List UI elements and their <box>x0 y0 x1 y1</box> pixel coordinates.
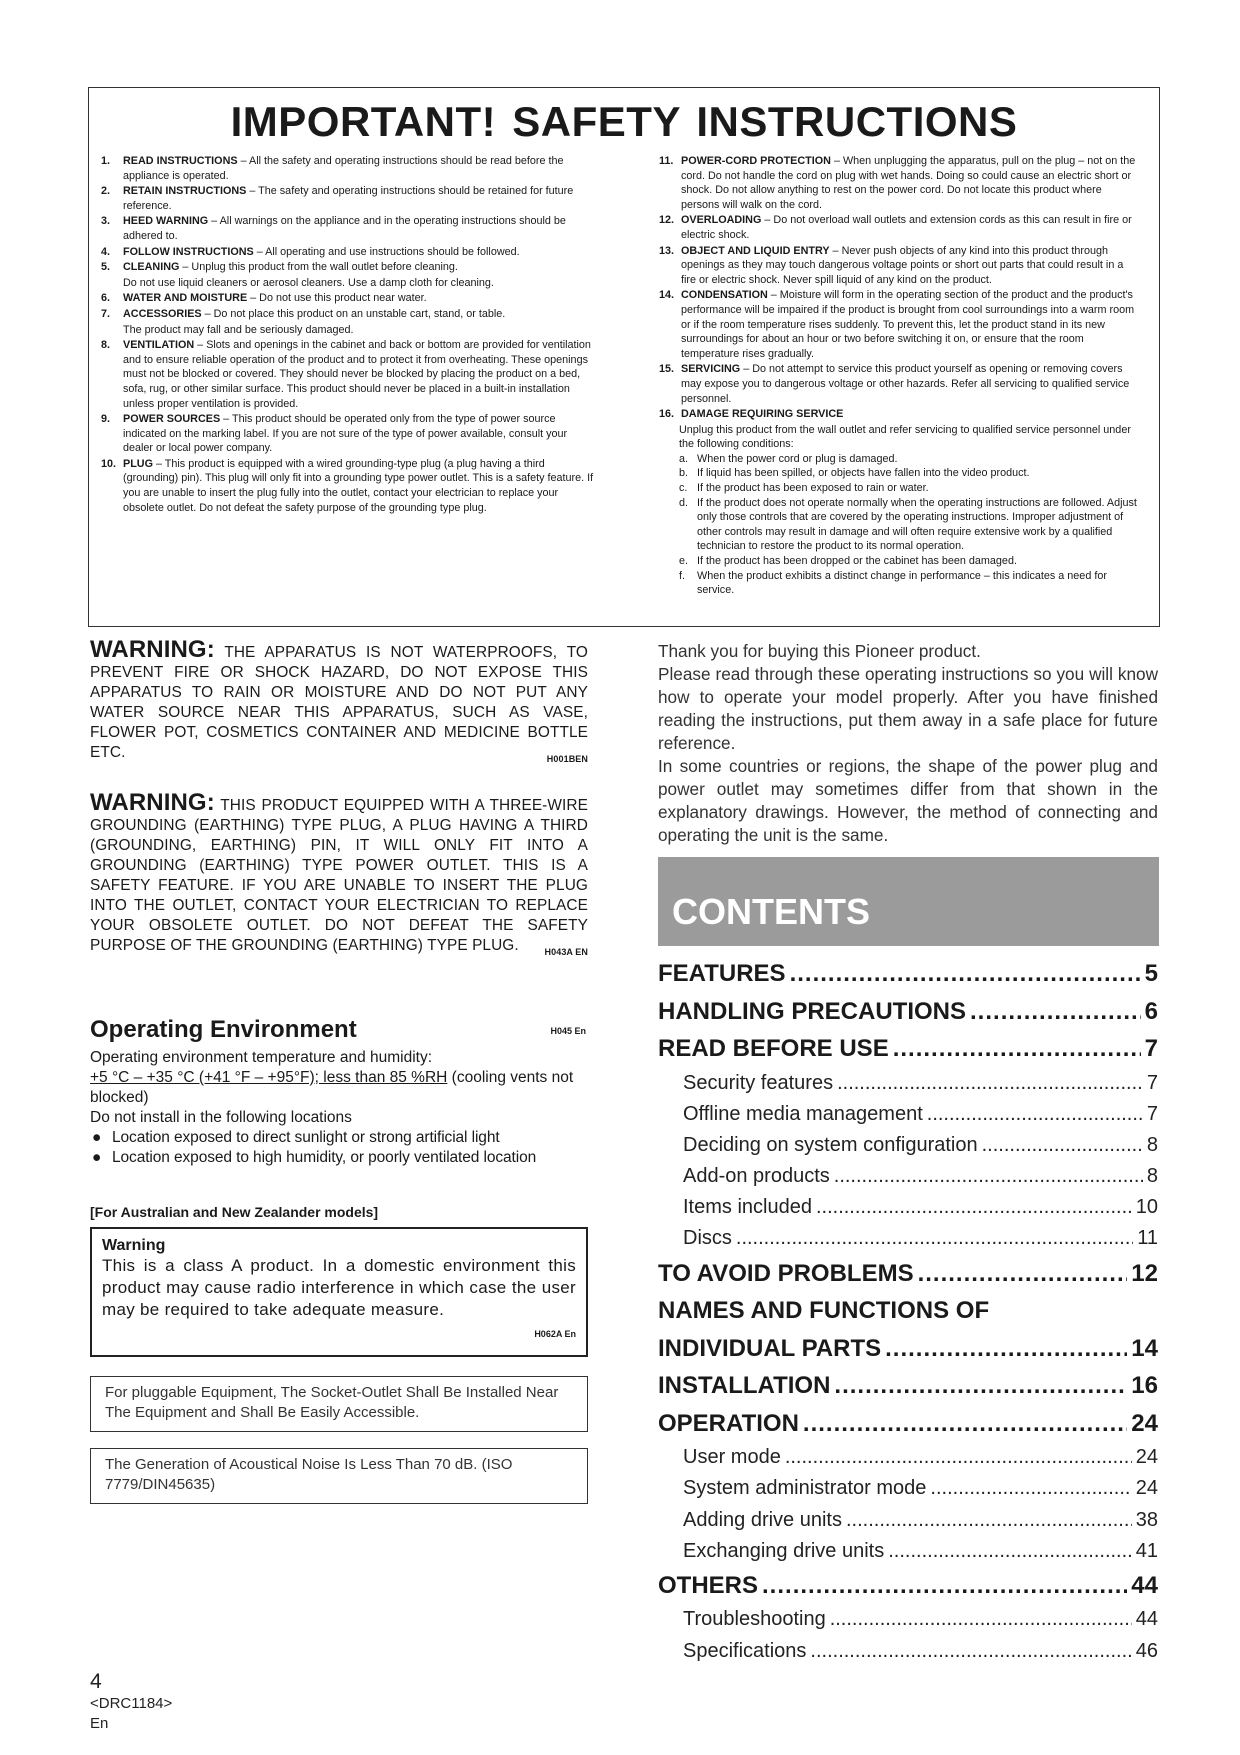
damage-item-letter: d. <box>679 496 689 509</box>
op-env-title: Operating Environment <box>90 1016 357 1043</box>
toc-entry-title: INDIVIDUAL PARTS <box>658 1334 882 1362</box>
intro-text <box>658 640 1158 847</box>
safety-item-heading: VENTILATION <box>123 339 195 352</box>
toc-entry-page: 16 <box>1131 1372 1158 1400</box>
toc-entry-title: Discs <box>683 1227 732 1250</box>
toc-leader-dots <box>834 1161 1143 1192</box>
op-env-bullet <box>90 1128 588 1148</box>
toc-entry[interactable] <box>658 1255 1158 1293</box>
safety-item-heading: RETAIN INSTRUCTIONS <box>123 185 247 198</box>
safety-item-text: – This product should be operated only from the type of power source indicated on the marking label. If you are not sure of the type of power available, consult your dealer or local power company. <box>123 413 568 455</box>
toc-leader-dots <box>837 1068 1143 1099</box>
toc-leader-dots <box>816 1192 1132 1223</box>
toc-entry[interactable] <box>658 993 1158 1031</box>
toc-leader-dots <box>846 1505 1132 1536</box>
damage-item <box>679 481 1139 496</box>
op-env-bullet <box>90 1148 588 1168</box>
toc-entry-title: System administrator mode <box>683 1477 927 1500</box>
toc-entry-title: Offline media management <box>683 1102 923 1125</box>
safety-item <box>101 214 595 243</box>
safety-item <box>101 184 595 213</box>
toc-entry-title: NAMES AND FUNCTIONS OF <box>658 1297 990 1325</box>
safety-item <box>101 154 595 183</box>
op-env-line: Do not install in the following locations <box>90 1109 352 1126</box>
toc-leader-dots <box>785 1442 1132 1473</box>
safety-item-number: 8. <box>101 339 111 352</box>
safety-item-text: – All operating and use instructions should be followed. <box>253 245 520 258</box>
toc-leader-dots <box>982 1130 1143 1161</box>
safety-item-number: 11. <box>659 155 674 167</box>
safety-item-number: 7. <box>101 307 111 320</box>
safety-item <box>659 244 1139 288</box>
safety-item-number: 4. <box>101 245 111 258</box>
toc-entry-page: 12 <box>1131 1259 1158 1287</box>
toc-entry[interactable] <box>658 1030 1158 1068</box>
safety-item-text: – Unplug this product from the wall outlet before cleaning. <box>179 261 458 274</box>
toc-entry-page: 10 <box>1135 1196 1158 1219</box>
safety-item-text: – Do not place this product on an unstable cart, stand, or table. <box>201 307 506 320</box>
toc-entry-title: OTHERS <box>658 1571 759 1599</box>
toc-entry[interactable] <box>658 1330 1158 1368</box>
contents-title: CONTENTS <box>672 891 870 932</box>
toc-entry-title: Adding drive units <box>683 1508 842 1531</box>
toc-entry[interactable] <box>658 1223 1158 1254</box>
toc-entry-page: 8 <box>1146 1165 1158 1188</box>
warning-waterproof <box>90 636 588 769</box>
toc-leader-dots <box>790 955 1141 993</box>
safety-item <box>101 291 595 306</box>
toc-entry-title: FEATURES <box>658 960 786 987</box>
safety-item-heading: HEED WARNING <box>123 215 209 228</box>
toc-entry[interactable] <box>658 1405 1158 1443</box>
safety-item-number: 5. <box>101 261 111 274</box>
damage-item-text: If the product does not operate normally when the operating instructions are followed. Adjust only those controls that are covered by the operating instructions. Improper adjustment of other controls may result in damage and will often require extensive work by a qualified technician to restore the product to its normal operation. <box>697 496 1137 553</box>
op-env-body <box>90 1048 588 1168</box>
toc-entry-page: 44 <box>1135 1608 1158 1631</box>
safety-item-text: – Do not attempt to service this product yourself as opening or removing covers may expose you to dangerous voltage or other hazards. Refer all servicing to qualified service personnel. <box>681 363 1130 405</box>
toc-leader-dots <box>834 1367 1127 1405</box>
damage-item-text: If liquid has been spilled, or objects have fallen into the video product. <box>697 467 1030 480</box>
toc-entry[interactable] <box>658 1192 1158 1223</box>
safety-item-heading: POWER SOURCES <box>123 413 221 426</box>
safety-item-heading: FOLLOW INSTRUCTIONS <box>123 245 254 258</box>
toc-entry-page: 7 <box>1146 1102 1158 1125</box>
toc-entry-page: 8 <box>1146 1133 1158 1156</box>
contents-banner <box>658 857 1159 946</box>
safety-item <box>659 362 1139 406</box>
table-of-contents <box>658 955 1158 1667</box>
toc-entry-page: 6 <box>1144 997 1158 1025</box>
toc-entry-title: HANDLING PRECAUTIONS <box>658 997 967 1025</box>
safety-item <box>659 288 1139 361</box>
op-env-line: Operating environment temperature and humidity: <box>90 1049 433 1066</box>
safety-item-text: – Moisture will form in the operating section of the product and the product's performance will be impaired if the product is brought from cool surroundings into a warm room or if the room temperature rises suddenly. To prevent this, let the product stand in its new surroundings for about an hour or two before switching it on, or ensure that the room temperature rises gradually. <box>681 289 1135 360</box>
toc-leader-dots <box>927 1099 1143 1130</box>
safety-item-number: 13. <box>659 244 675 257</box>
damage-item-text: When the power cord or plug is damaged. <box>697 452 898 465</box>
toc-entry[interactable] <box>658 955 1158 993</box>
safety-item <box>659 154 1139 212</box>
toc-entry[interactable] <box>658 1536 1158 1567</box>
damage-item <box>679 569 1139 598</box>
damage-item-letter: f. <box>679 569 685 582</box>
safety-item <box>101 338 595 411</box>
warning-code: H001BEN <box>546 754 588 764</box>
warning-text: THIS PRODUCT EQUIPPED WITH A THREE-WIRE GROUNDING (EARTHING) TYPE PLUG, A PLUG HAVING A THIRD (GROUNDING, EARTHING) PIN, IT WILL ONLY FIT INTO A GROUNDING (EARTHING) TYPE POWER OUTLET. THIS IS A SAFETY FEATURE. IF YOU ARE UNABLE TO INSERT THE PLUG INTO THE OUTLET, CONTACT YOUR ELECTRICIAN TO REPLACE YOUR OBSOLETE OUTLET. DO NOT DEFEAT THE SAFETY PURPOSE OF THE GROUNDING (EARTHING) TYPE PLUG. <box>90 797 588 954</box>
toc-entry-page: 14 <box>1131 1334 1158 1362</box>
safety-item <box>101 412 595 456</box>
op-env-bullet-text: Location exposed to direct sunlight or strong artificial light <box>112 1129 500 1146</box>
damage-item-letter: c. <box>679 482 688 495</box>
safety-item <box>101 260 595 290</box>
warning-label: WARNING: <box>90 636 215 663</box>
toc-entry-page: 24 <box>1135 1446 1158 1469</box>
toc-leader-dots <box>762 1567 1127 1605</box>
safety-item-heading: DAMAGE REQUIRING SERVICE <box>681 408 844 421</box>
toc-entry-title: READ BEFORE USE <box>658 1035 889 1062</box>
safety-item-heading: SERVICING <box>681 363 741 376</box>
safety-item-text: – Slots and openings in the cabinet and back or bottom are provided for ventilation and to ensure reliable operation of the product and to protect it from overheating. These openings must not be blocked or covered. They should never be blocked by placing the product on a bed, sofa, rug, or other similar surface. This product should never be placed in a built-in installation unless proper ventilation is provided. <box>123 339 591 410</box>
damage-list <box>679 452 1139 598</box>
toc-leader-dots <box>885 1330 1127 1368</box>
safety-item-heading: POWER-CORD PROTECTION <box>681 155 831 167</box>
safety-item-extra: Do not use liquid cleaners or aerosol cleaners. Use a damp cloth for cleaning. <box>123 276 494 289</box>
damage-item-text: If the product has been dropped or the cabinet has been damaged. <box>697 555 1017 568</box>
safety-item <box>659 213 1139 242</box>
safety-item-extra: The product may fall and be seriously damaged. <box>123 323 354 336</box>
bullet-icon: ● <box>92 1149 102 1166</box>
toc-entry[interactable] <box>658 1604 1158 1635</box>
safety-item-heading: CONDENSATION <box>681 289 768 302</box>
toc-entry-title: Security features <box>683 1071 834 1094</box>
safety-item-text: – The safety and operating instructions should be retained for future reference. <box>123 185 574 212</box>
op-env-temp <box>90 1068 588 1108</box>
toc-entry-page: 44 <box>1131 1571 1158 1599</box>
safety-item-heading: CLEANING <box>123 261 180 274</box>
safety-item-number: 12. <box>659 214 675 227</box>
toc-entry-title: TO AVOID PROBLEMS <box>658 1259 914 1287</box>
safety-left-column <box>101 154 595 516</box>
toc-entry-page: 24 <box>1135 1477 1158 1500</box>
safety-right-column <box>659 154 1139 598</box>
safety-item-text: – Do not use this product near water. <box>247 292 427 305</box>
toc-entry-page: 7 <box>1144 1035 1158 1062</box>
safety-instructions-box <box>88 87 1160 627</box>
toc-entry-page: 11 <box>1137 1227 1158 1250</box>
damage-item-letter: e. <box>679 555 689 568</box>
aus-nz-heading: [For Australian and New Zealander models] <box>90 1204 379 1220</box>
toc-entry[interactable] <box>658 1367 1158 1405</box>
toc-entry-title: Specifications <box>683 1639 807 1662</box>
language-code: En <box>90 1715 109 1732</box>
damage-item <box>679 466 1139 481</box>
toc-entry-page: 5 <box>1144 960 1158 987</box>
damage-item <box>679 554 1139 569</box>
toc-entry[interactable] <box>658 1442 1158 1473</box>
toc-entry[interactable] <box>658 1130 1158 1161</box>
toc-leader-dots <box>970 993 1141 1031</box>
safety-item-text: – This product is equipped with a wired grounding-type plug (a plug having a third (grounding) pin). This plug will only fit into a grounding type power outlet. This is a safety feature. If you are unable to insert the plug fully into the outlet, contact your electrician to replace your obsolete outlet. Do not defeat the safety purpose of the grounding type plug. <box>123 457 594 514</box>
toc-entry-title: Add-on products <box>683 1165 830 1188</box>
toc-entry[interactable] <box>658 1099 1158 1130</box>
safety-item <box>101 457 595 515</box>
toc-entry-page: 41 <box>1135 1539 1158 1562</box>
aus-warning-text: This is a class A product. In a domestic environment this product may cause radio interference in which case the user may be required to take adequate measure. <box>102 1256 576 1319</box>
toc-entry[interactable] <box>658 1068 1158 1099</box>
toc-entry-page: 46 <box>1135 1639 1158 1662</box>
toc-entry-title: OPERATION <box>658 1409 799 1437</box>
safety-item-number: 15. <box>659 363 675 376</box>
safety-item-heading: WATER AND MOISTURE <box>123 292 248 305</box>
toc-entry[interactable] <box>658 1292 1158 1330</box>
toc-leader-dots <box>893 1030 1141 1068</box>
toc-leader-dots <box>930 1473 1131 1504</box>
safety-item-number: 2. <box>101 185 111 198</box>
safety-item-text: – Never push objects of any kind into this product through openings as they may touch dangerous voltage points or short out parts that could result in a fire or electric shock. Never spill liquid of any kind on the product. <box>681 244 1124 286</box>
safety-item-heading: OBJECT AND LIQUID ENTRY <box>681 244 830 257</box>
safety-item-heading: READ INSTRUCTIONS <box>123 155 238 167</box>
notice-acoustic-noise: The Generation of Acoustical Noise Is Less Than 70 dB. (ISO 7779/DIN45635) <box>90 1448 588 1504</box>
op-env-code: H045 En <box>550 1026 586 1036</box>
damage-item-text: If the product has been exposed to rain or water. <box>697 482 929 495</box>
toc-leader-dots <box>736 1223 1133 1254</box>
bullet-icon: ● <box>92 1129 102 1146</box>
safety-item-number: 14. <box>659 289 675 302</box>
damage-item-text: When the product exhibits a distinct change in performance – this indicates a need for service. <box>697 569 1107 597</box>
safety-item-heading: ACCESSORIES <box>123 307 202 320</box>
toc-entry-title: INSTALLATION <box>658 1372 831 1400</box>
toc-entry-page: 38 <box>1135 1508 1158 1531</box>
safety-item <box>101 245 595 260</box>
toc-entry-title: User mode <box>683 1446 781 1469</box>
safety-item-number: 1. <box>101 155 111 167</box>
warning-code: H043A EN <box>544 947 588 957</box>
op-env-temp-tail: (cooling vents not blocked) <box>90 1069 574 1106</box>
damage-item-letter: a. <box>679 452 689 465</box>
safety-item-number: 10. <box>101 457 117 470</box>
toc-entry[interactable] <box>658 1505 1158 1536</box>
toc-leader-dots <box>830 1604 1132 1635</box>
intro-paragraph: Thank you for buying this Pioneer product. <box>658 641 981 661</box>
damage-conditions <box>659 423 1139 598</box>
op-env-temp-range: +5 °C – +35 °C (+41 °F – +95°F); less than 85 %RH <box>90 1069 448 1086</box>
warning-text: THE APPARATUS IS NOT WATERPROOFS, TO PREVENT FIRE OR SHOCK HAZARD, DO NOT EXPOSE THIS APPARATUS TO RAIN OR MOISTURE AND DO NOT PUT ANY WATER SOURCE NEAR THIS APPARATUS, SUCH AS VASE, FLOWER POT, COSMETICS CONTAINER AND MEDICINE BOTTLE ETC. <box>90 644 588 761</box>
safety-item-number: 6. <box>101 292 111 305</box>
damage-item-letter: b. <box>679 467 689 480</box>
safety-title: IMPORTANT! SAFETY INSTRUCTIONS <box>230 98 1018 145</box>
aus-nz-warning-box <box>90 1227 588 1357</box>
toc-entry-title: Deciding on system configuration <box>683 1133 978 1156</box>
toc-leader-dots <box>803 1405 1127 1443</box>
toc-entry[interactable] <box>658 1567 1158 1605</box>
safety-item <box>101 307 595 337</box>
op-env-bullet-text: Location exposed to high humidity, or poorly ventilated location <box>112 1149 537 1166</box>
toc-entry-title: Exchanging drive units <box>683 1539 885 1562</box>
damage-item <box>679 452 1139 467</box>
toc-leader-dots <box>918 1255 1128 1293</box>
operating-environment <box>90 1016 588 1168</box>
damage-item <box>679 496 1139 554</box>
toc-leader-dots <box>810 1636 1131 1667</box>
intro-paragraph: In some countries or regions, the shape of the power plug and power outlet may sometimes differ from that shown in the explanatory drawings. However, the method of connecting and operating the unit is the same. <box>658 756 1158 845</box>
toc-entry-title: Items included <box>683 1196 812 1219</box>
safety-item-text: – All the safety and operating instructions should be read before the appliance is operated. <box>123 155 564 182</box>
safety-item-heading: PLUG <box>123 457 153 470</box>
toc-entry[interactable] <box>658 1161 1158 1192</box>
safety-item-heading: OVERLOADING <box>681 214 762 227</box>
toc-entry-title: Troubleshooting <box>683 1608 826 1631</box>
toc-entry[interactable] <box>658 1473 1158 1504</box>
toc-entry-page: 7 <box>1146 1071 1158 1094</box>
safety-item-text: – Do not overload wall outlets and extension cords as this can result in fire or electric shock. <box>681 214 1132 241</box>
aus-warning-title: Warning <box>102 1237 166 1254</box>
page-footer <box>90 1670 172 1734</box>
warning-grounding <box>90 789 588 962</box>
toc-entry[interactable] <box>658 1636 1158 1667</box>
safety-item-text: – When unplugging the apparatus, pull on the plug – not on the cord. Do not handle the cord on plug with wet hands. Doing so could cause an electric short or shock. Do not allow anything to rest on the power cord. Do not locate this product where persons will walk on the cord. <box>681 155 1136 211</box>
notice-socket-outlet: For pluggable Equipment, The Socket-Outlet Shall Be Installed Near The Equipment and Shall Be Easily Accessible. <box>90 1376 588 1432</box>
intro-paragraph: Please read through these operating instructions so you will know how to operate your model properly. After you have finished reading the instructions, put them away in a safe place for future reference. <box>658 664 1158 753</box>
model-code: <DRC1184> <box>90 1695 173 1712</box>
warning-label: WARNING: <box>90 789 215 816</box>
safety-item-number: 16. <box>659 408 675 421</box>
safety-item <box>659 407 1139 422</box>
safety-item-text: – All warnings on the appliance and in the operating instructions should be adhered to. <box>123 215 566 242</box>
page-number: 4 <box>90 1670 102 1693</box>
damage-intro: Unplug this product from the wall outlet and refer servicing to qualified service personnel under the following conditions: <box>679 423 1131 451</box>
toc-entry-page: 24 <box>1131 1409 1158 1437</box>
safety-item-number: 3. <box>101 215 111 228</box>
aus-warning-code: H062A En <box>534 1329 576 1339</box>
safety-item-number: 9. <box>101 413 111 426</box>
toc-leader-dots <box>888 1536 1132 1567</box>
